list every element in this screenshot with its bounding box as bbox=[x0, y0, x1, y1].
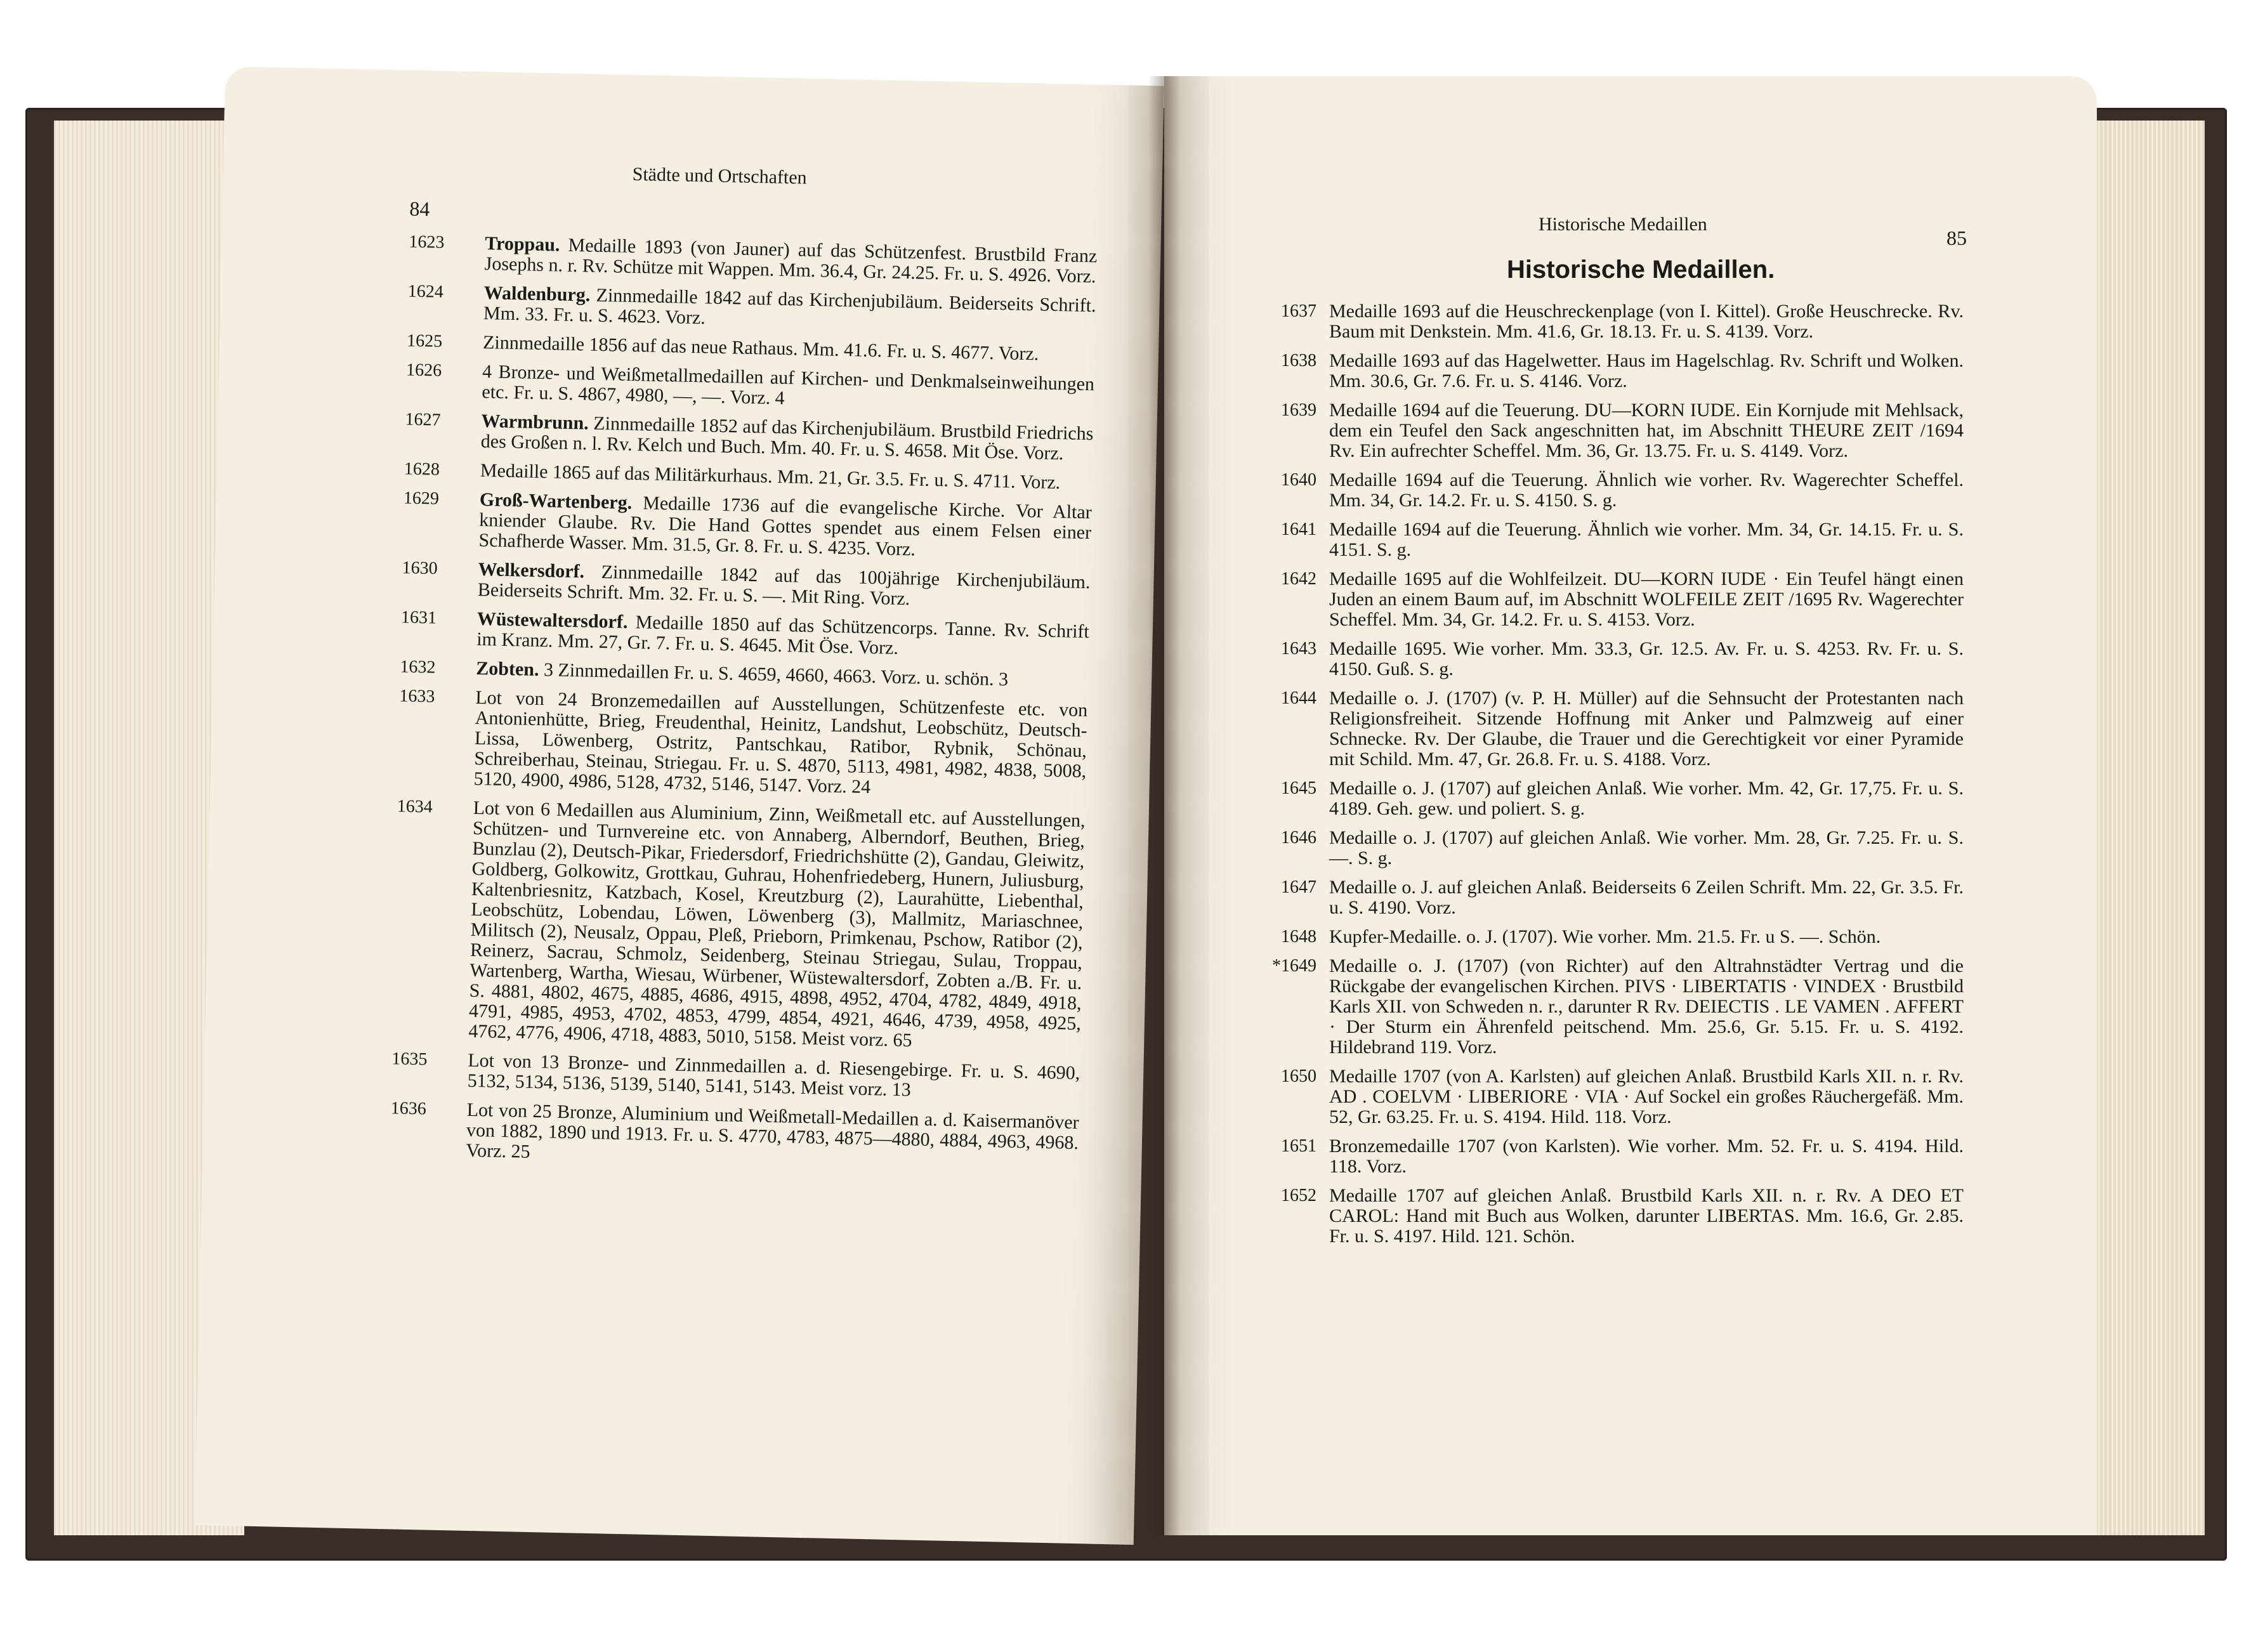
left-page bbox=[195, 67, 1164, 1545]
entry-number: 1640 bbox=[1281, 470, 1316, 490]
entry-place-name: Zobten. bbox=[476, 657, 539, 681]
entry-number: 1636 bbox=[390, 1098, 427, 1119]
entry-description: Medaille 1707 (von A. Karlsten) auf gleichen Anlaß. Brustbild Karls XII. n. r. Rv. AD . COELVM · LIBERIORE · VIA · Auf Sockel ein großes Räuchergefäß. Mm. 52, Gr. 63.25. Fr. u. S. 4194. Hild. 118. Vorz. bbox=[1329, 1066, 1964, 1127]
entry-description: Medaille o. J. (1707) (v. P. H. Müller) auf die Sehnsucht der Protestanten nach Religionsfreiheit. Sitzende Hoffnung mit Anker und Palmzweig auf einer Schnecke. Rv. Der Glaube, die Trauer und die Gerechtigkeit vor einer Pyramide mit Schild. Mm. 47, Gr. 26.8. Fr. u. S. 4188. Vorz. bbox=[1329, 688, 1964, 770]
entry-text bbox=[478, 560, 1091, 613]
catalog-entry bbox=[1253, 877, 1964, 918]
entry-number: *1649 bbox=[1272, 956, 1316, 976]
entry-description: Bronzemedaille 1707 (von Karlsten). Wie vorher. Mm. 52. Fr. u. S. 4194. Hild. 118. Vorz. bbox=[1329, 1136, 1964, 1177]
catalog-entry bbox=[1253, 1066, 1964, 1127]
entry-text bbox=[480, 461, 1093, 494]
entry-number: 1641 bbox=[1281, 520, 1316, 539]
entry-number: 1652 bbox=[1281, 1186, 1316, 1205]
entry-number: 1645 bbox=[1281, 778, 1316, 798]
entry-text bbox=[482, 362, 1094, 415]
entry-text bbox=[473, 688, 1087, 802]
entry-text bbox=[1329, 778, 1964, 819]
entry-text bbox=[467, 1051, 1080, 1104]
entry-number: 1650 bbox=[1281, 1066, 1316, 1086]
entry-number: 1630 bbox=[402, 558, 438, 579]
entry-description: Medaille 1850 auf das Schützencorps. Tanne. Rv. Schrift im Kranz. Mm. 27, Gr. 7. Fr. u. S. 4645. Mit Öse. Vorz. bbox=[476, 612, 1090, 659]
catalog-entry bbox=[402, 558, 1091, 613]
entry-text bbox=[476, 659, 1088, 692]
entry-description: Lot von 13 Bronze- und Zinnmedaillen a. d. Riesengebirge. Fr. u. S. 4690, 5132, 5134, 5136, 5139, 5140, 5141, 5143. Meist vorz. 13 bbox=[467, 1049, 1080, 1101]
entry-description: Medaille 1693 auf die Heuschreckenplage (von I. Kittel). Große Heuschrecke. Rv. Baum mit Denkstein. Mm. 41.6, Gr. 18.13. Fr. u. S. 4139. Vorz. bbox=[1329, 301, 1964, 342]
entry-place-name: Welkersdorf. bbox=[478, 559, 585, 582]
page-number: 84 bbox=[409, 197, 430, 221]
entry-text bbox=[1329, 927, 1964, 947]
entry-text bbox=[1329, 1186, 1964, 1247]
catalog-entry bbox=[397, 686, 1087, 802]
entry-number: 1624 bbox=[407, 281, 444, 302]
catalog-entry bbox=[402, 488, 1092, 564]
entry-description: Medaille 1694 auf die Teuerung. DU—KORN IUDE. Ein Kornjude mit Mehlsack, dem ein Teufel den Sack angeschnitten hat, im Abschnitt THEURE ZEIT /1694 Rv. Ein aufrechter Scheffel. Mm. 36, Gr. 13.75. Fr. u. S. 4149. Vorz. bbox=[1329, 400, 1964, 461]
entry-number: 1644 bbox=[1281, 688, 1316, 708]
entry-text bbox=[476, 609, 1089, 662]
catalog-entry bbox=[1253, 956, 1964, 1058]
entry-text bbox=[1329, 1066, 1964, 1127]
entry-number: 1625 bbox=[406, 331, 443, 351]
entry-number: 1648 bbox=[1281, 927, 1316, 947]
entry-description: 3 Zinnmedaillen Fr. u. S. 4659, 4660, 4663. Vorz. u. schön. 3 bbox=[543, 659, 1009, 690]
page-number: 85 bbox=[1946, 226, 1967, 249]
entry-text bbox=[466, 1100, 1079, 1174]
entry-place-name: Troppau. bbox=[485, 233, 560, 256]
catalog-entry bbox=[1253, 639, 1964, 679]
entry-number: 1639 bbox=[1281, 400, 1316, 420]
book-gutter bbox=[1148, 76, 1180, 1535]
entry-text bbox=[1329, 877, 1964, 918]
entry-description: Medaille 1695 auf die Wohlfeilzeit. DU—KORN IUDE · Ein Teufel hängt einen Juden an einem Baum auf, im Abschnitt WOLFEILE ZEIT /1695 Rv. Wagerechter Scheffel. Mm. 34, Gr. 14.2. Fr. u. S. 4153. Vorz. bbox=[1329, 568, 1964, 630]
entry-description: Medaille o. J. (1707) (von Richter) auf den Altrahnstädter Vertrag und die Rückgabe der evangelischen Kirchen. PIVS · LIBERTATIS · VINDEX · Brustbild Karls XII. von Schweden n. r., darunter R Rv. DEIECTIS . LE VAMEN . AFFERT · Der Sturm ein Ährenfeld peitschend. Mm. 25.6, Gr. 5.15. Fr. u. S. 4192. Hildebrand 119. Vorz. bbox=[1329, 955, 1964, 1058]
catalog-entry bbox=[407, 331, 1095, 366]
entry-number: 1631 bbox=[400, 607, 437, 628]
entry-text bbox=[1329, 1136, 1964, 1177]
entry-description: Medaille 1693 auf das Hagelwetter. Haus im Hagelschlag. Rv. Schrift und Wolken. Mm. 30.6, Gr. 7.6. Fr. u. S. 4146. Vorz. bbox=[1329, 350, 1964, 391]
entry-description: Medaille o. J. (1707) auf gleichen Anlaß. Wie vorher. Mm. 28, Gr. 7.25. Fr. u. S. —. S. g. bbox=[1329, 827, 1964, 869]
entry-number: 1626 bbox=[405, 360, 442, 381]
entry-description: Medaille 1694 auf die Teuerung. Ähnlich wie vorher. Rv. Wagerechter Scheffel. Mm. 34, Gr. 14.2. Fr. u. S. 4150. S. g. bbox=[1329, 469, 1964, 511]
entry-number: 1634 bbox=[397, 796, 433, 817]
catalog-entry bbox=[1253, 351, 1964, 391]
entry-number: 1633 bbox=[399, 686, 435, 707]
entry-text bbox=[1329, 639, 1964, 679]
entry-description: Medaille o. J. auf gleichen Anlaß. Beiderseits 6 Zeilen Schrift. Mm. 22, Gr. 3.5. Fr. u. S. 4190. Vorz. bbox=[1329, 877, 1964, 918]
entry-number: 1646 bbox=[1281, 828, 1316, 848]
entry-list bbox=[1253, 301, 1964, 1255]
entry-text bbox=[484, 233, 1097, 287]
catalog-entry bbox=[407, 282, 1096, 337]
entry-text bbox=[1329, 520, 1964, 560]
catalog-entry bbox=[1253, 1186, 1964, 1247]
entry-place-name: Waldenburg. bbox=[483, 282, 591, 306]
catalog-entry bbox=[1253, 1136, 1964, 1177]
entry-text bbox=[483, 332, 1095, 365]
entry-number: 1638 bbox=[1281, 351, 1316, 370]
entry-number: 1637 bbox=[1281, 301, 1316, 321]
catalog-entry bbox=[1253, 828, 1964, 869]
entry-number: 1629 bbox=[403, 488, 440, 509]
catalog-entry bbox=[391, 1049, 1080, 1104]
entry-text bbox=[468, 798, 1086, 1054]
entry-description: Zinnmedaille 1842 auf das 100jährige Kirchenjubiläum. Beiderseits Schrift. Mm. 32. Fr. u. S. —. Mit Ring. Vorz. bbox=[477, 561, 1091, 610]
catalog-entry bbox=[1253, 470, 1964, 511]
entry-number: 1632 bbox=[400, 657, 436, 678]
entry-description: Medaille 1707 auf gleichen Anlaß. Brustbild Karls XII. n. r. Rv. A DEO ET CAROL: Hand mit Buch aus Wolken, darunter LIBERTAS. Mm. 16.6, Gr. 2.85. Fr. u. S. 4197. Hild. 121. Schön. bbox=[1329, 1185, 1964, 1247]
entry-number: 1651 bbox=[1281, 1136, 1316, 1156]
entry-number: 1627 bbox=[405, 409, 441, 430]
entry-text bbox=[1329, 301, 1964, 342]
entry-number: 1643 bbox=[1281, 639, 1316, 659]
entry-number: 1642 bbox=[1281, 569, 1316, 589]
entry-description: Medaille 1865 auf das Militärkurhaus. Mm. 21, Gr. 3.5. Fr. u. S. 4711. Vorz. bbox=[480, 460, 1061, 494]
catalog-entry bbox=[1253, 778, 1964, 819]
catalog-entry bbox=[1253, 569, 1964, 630]
entry-text bbox=[1329, 688, 1964, 770]
catalog-entry bbox=[392, 796, 1086, 1054]
section-title: Historische Medaillen. bbox=[1507, 256, 1775, 284]
entry-description: Lot von 25 Bronze, Aluminium und Weißmetall-Medaillen a. d. Kaisermanöver von 1882, 1890 und 1913. Fr. u. S. 4770, 4783, 4875—4880, 4884, 4963, 4968. Vorz. 25 bbox=[466, 1099, 1079, 1162]
catalog-entry bbox=[405, 360, 1094, 416]
entry-number: 1628 bbox=[404, 459, 440, 480]
entry-place-name: Groß-Wartenberg. bbox=[479, 489, 633, 514]
catalog-entry bbox=[408, 232, 1097, 287]
entry-text bbox=[1329, 569, 1964, 630]
entry-text bbox=[483, 283, 1096, 336]
entry-description: Zinnmedaille 1852 auf das Kirchenjubiläum. Brustbild Friedrichs des Großen n. l. Rv. Kelch und Buch. Mm. 40. Fr. u. S. 4658. Mit Öse. Vorz. bbox=[480, 412, 1094, 464]
entry-description: Medaille 1893 (von Jauner) auf das Schützenfest. Brustbild Franz Josephs n. r. Rv. Schütze mit Wappen. Mm. 36.4, Gr. 24.25. Fr. u. S. 4926. Vorz. bbox=[484, 234, 1098, 287]
catalog-entry bbox=[405, 410, 1094, 465]
entry-text bbox=[1329, 400, 1964, 461]
entry-text bbox=[1329, 351, 1964, 391]
entry-description: Medaille o. J. (1707) auf gleichen Anlaß. Wie vorher. Mm. 42, Gr. 17,75. Fr. u. S. 4189. Geh. gew. und poliert. S. g. bbox=[1329, 778, 1964, 819]
entry-description: Lot von 6 Medaillen aus Aluminium, Zinn, Weißmetall etc. auf Ausstellungen, Schützen- und Turnvereine etc. von Annaberg, Alberndorf, Beuthen, Brieg, Bunzlau (2), Deutsch-Pikar, Friedersdorf, Friedrichshütte (2), Gandau, Gleiwitz, Goldberg, Golkowitz, Grottkau, Guhrau, Hohenfriedeberg, Hunern, Juliusburg, Kaltenbriesnitz, Katzbach, Kosel, Kreutzburg (2), Laurahütte, Liebenthal, Leobschütz, Lobendau, Löwen, Löwenberg (3), Mallmitz, Mariaschnee, Militsch (2), Neusalz, Oppau, Pleß, Prieborn, Primkenau, Pschow, Ratibor (2), Reinerz, Sacrau, Schmolz, Seidenberg, Steinau Striegau, Sulau, Troppau, Wartenberg, Wartha, Wiesau, Würbener, Wüstewaltersdorf, Zobten a./B. Fr. u. S. 4881, 4802, 4675, 4885, 4686, 4915, 4898, 4952, 4704, 4782, 4849, 4918, 4791, 4985, 4953, 4702, 4853, 4799, 4854, 4921, 4646, 4739, 4958, 4925, 4762, 4776, 4906, 4718, 4883, 5010, 5158. Meist vorz. 65 bbox=[468, 797, 1086, 1051]
catalog-entry bbox=[1253, 688, 1964, 770]
entry-text bbox=[1329, 470, 1964, 511]
catalog-entry bbox=[1253, 400, 1964, 461]
entry-description: Medaille 1694 auf die Teuerung. Ähnlich wie vorher. Mm. 34, Gr. 14.15. Fr. u. S. 4151. S. g. bbox=[1329, 519, 1964, 560]
catalog-entry bbox=[400, 607, 1089, 662]
catalog-entry bbox=[1253, 927, 1964, 947]
entry-text bbox=[1329, 828, 1964, 869]
entry-description: Zinnmedaille 1856 auf das neue Rathaus. Mm. 41.6. Fr. u. S. 4677. Vorz. bbox=[482, 332, 1039, 365]
catalog-entry bbox=[1253, 301, 1964, 342]
entry-place-name: Warmbrunn. bbox=[481, 410, 589, 434]
entry-description: Medaille 1736 auf die evangelische Kirche. Vor Altar kniender Glaube. Rv. Die Hand Gottes spendet aus einem Felsen einer Schafherde Wasser. Mm. 31.5, Gr. 8. Fr. u. S. 4235. Vorz. bbox=[478, 492, 1093, 560]
entry-text bbox=[481, 411, 1094, 464]
entry-text bbox=[478, 490, 1092, 563]
entry-place-name: Wüstewaltersdorf. bbox=[476, 608, 628, 633]
entry-list bbox=[390, 232, 1098, 1183]
entry-description: Kupfer-Medaille. o. J. (1707). Wie vorher. Mm. 21.5. Fr. u S. —. Schön. bbox=[1329, 926, 1881, 947]
right-page bbox=[1164, 76, 2097, 1535]
entry-number: 1623 bbox=[409, 232, 445, 252]
running-head: Städte und Ortschaften bbox=[632, 163, 807, 188]
catalog-entry bbox=[400, 657, 1088, 692]
running-head: Historische Medaillen bbox=[1539, 214, 1707, 235]
catalog-entry bbox=[390, 1098, 1079, 1174]
entry-description: Medaille 1695. Wie vorher. Mm. 33.3, Gr. 12.5. Av. Fr. u. S. 4253. Rv. Fr. u. S. 4150. Guß. S. g. bbox=[1329, 638, 1964, 679]
entry-description: Lot von 24 Bronzemedaillen auf Ausstellungen, Schützenfeste etc. von Antonienhütte, Brieg, Freudenthal, Heinitz, Landshut, Leobschütz, Deutsch-Lissa, Löwenberg, Ostritz, Pantschkau, Ratibor, Rybnik, Schönau, Schreiberhau, Steinau, Striegau. Fr. u. S. 4870, 5113, 4981, 4982, 4838, 5008, 5120, 4900, 4986, 5128, 4732, 5146, 5147. Vorz. 24 bbox=[473, 686, 1088, 798]
entry-number: 1635 bbox=[391, 1049, 428, 1070]
entry-text bbox=[1329, 956, 1964, 1058]
entry-description: 4 Bronze- und Weißmetallmedaillen auf Kirchen- und Denkmalseinweihungen etc. Fr. u. S. 4867, 4980, —, —. Vorz. 4 bbox=[482, 361, 1095, 409]
entry-number: 1647 bbox=[1281, 877, 1316, 897]
entry-description: Zinnmedaille 1842 auf das Kirchenjubiläum. Beiderseits Schrift. Mm. 33. Fr. u. S. 4623. Vorz. bbox=[483, 284, 1096, 329]
catalog-entry bbox=[1253, 520, 1964, 560]
catalog-entry bbox=[404, 459, 1093, 494]
right-page-stack bbox=[2094, 121, 2205, 1535]
